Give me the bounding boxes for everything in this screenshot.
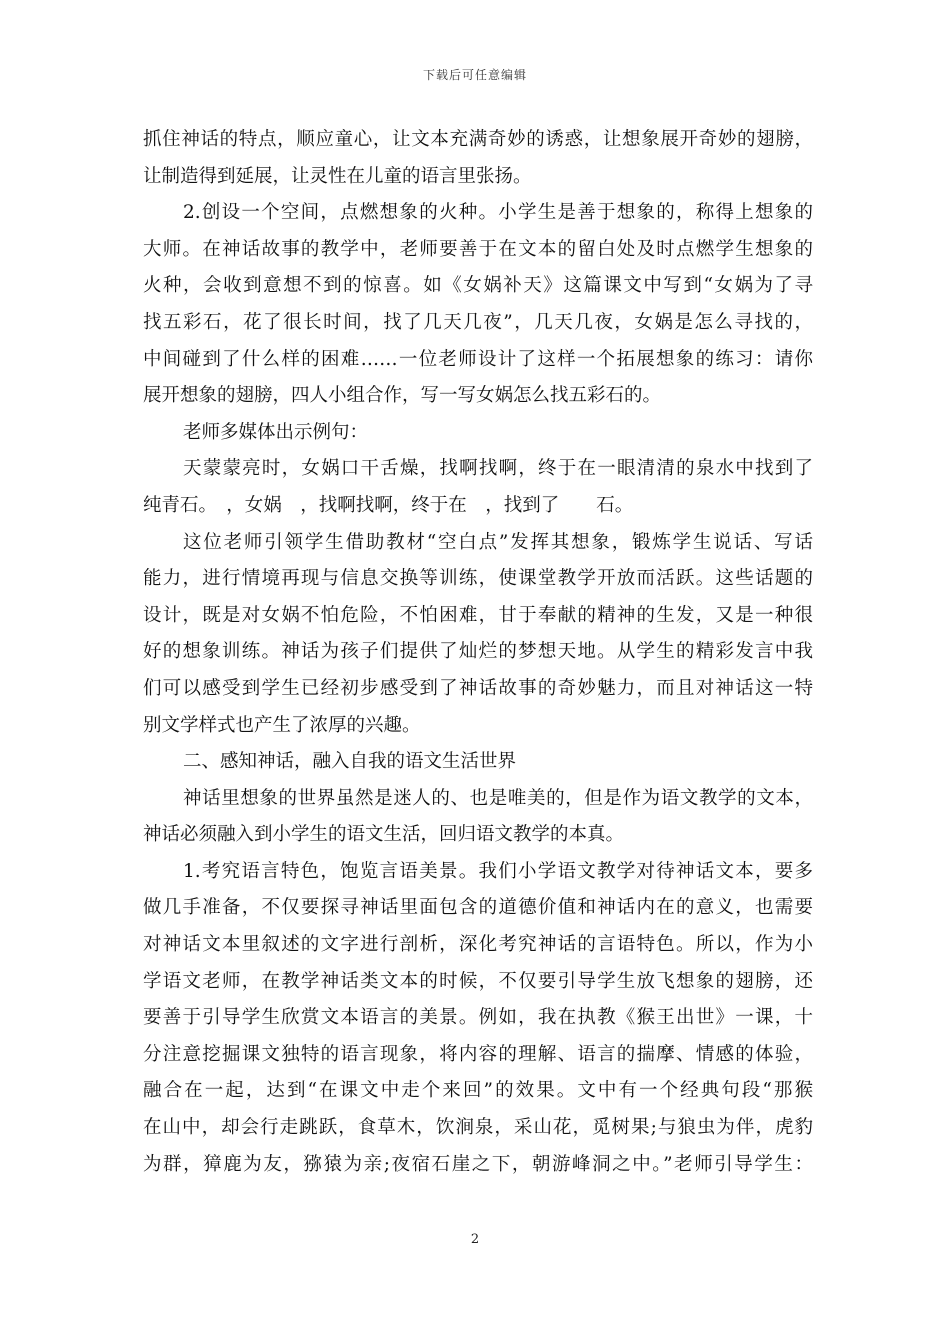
text-line: 找五彩石，花了很长时间，找了几天几夜”，几天几夜，女娲是怎么寻找的，: [143, 311, 813, 333]
text-line: 对神话文本里叙述的文字进行剖析，深化考究神话的言语特色。所以，作为小: [143, 934, 813, 956]
text-line: 神话必须融入到小学生的语文生活，回归语文教学的本真。: [143, 824, 625, 846]
page-header: 下载后可任意编辑: [422, 68, 527, 82]
text-line: 1.考究语言特色，饱览言语美景。我们小学语文教学对待神话文本，要多: [183, 860, 813, 882]
text-line: 为群，獐鹿为友，猕猿为亲;夜宿石崖之下，朝游峰洞之中。”老师引导学生：: [143, 1153, 813, 1175]
text-line: 们可以感受到学生已经初步感受到了神话故事的奇妙魅力，而且对神话这一特: [143, 677, 813, 699]
section-heading: 二、感知神话，融入自我的语文生活世界: [183, 751, 517, 773]
text-line: 让制造得到延展，让灵性在儿童的语言里张扬。: [143, 165, 532, 187]
text-line: 好的想象训练。神话为孩子们提供了灿烂的梦想天地。从学生的精彩发言中我: [143, 641, 813, 663]
text-line: 做几手准备，不仅要探寻神话里面包含的道德价值和神话内在的意义，也需要: [143, 897, 813, 919]
page-number: 2: [470, 1232, 480, 1247]
document-body: [143, 122, 813, 1183]
text-line: 2.创设一个空间，点燃想象的火种。小学生是善于想象的，称得上想象的: [183, 202, 813, 224]
text-line: 神话里想象的世界虽然是迷人的、也是唯美的，但是作为语文教学的文本，: [183, 787, 813, 809]
text-line: 分注意挖掘课文独特的语言现象，将内容的理解、语言的揣摩、情感的体验，: [143, 1043, 813, 1065]
text-line: 大师。在神话故事的教学中，老师要善于在文本的留白处及时点燃学生想象的: [143, 238, 813, 260]
text-line: 火种，会收到意想不到的惊喜。如《女娲补天》这篇课文中写到“女娲为了寻: [143, 275, 813, 297]
text-line: 天蒙蒙亮时，女娲口干舌燥，找啊找啊，终于在一眼清清的泉水中找到了: [183, 458, 813, 480]
text-line: 这位老师引领学生借助教材“空白点”发挥其想象，锻炼学生说话、写话: [183, 531, 813, 553]
text-line: 能力，进行情境再现与信息交换等训练，使课堂教学开放而活跃。这些话题的: [143, 568, 813, 590]
text-line: 中间碰到了什么样的困难……一位老师设计了这样一个拓展想象的练习：请你: [143, 348, 813, 370]
text-line: 抓住神话的特点，顺应童心，让文本充满奇妙的诱惑，让想象展开奇妙的翅膀，: [143, 129, 813, 150]
text-line: 设计，既是对女娲不怕危险，不怕困难，甘于奉献的精神的生发，又是一种很: [143, 604, 813, 626]
text-line: 在山中，却会行走跳跃，食草木，饮涧泉，采山花，觅树果;与狼虫为伴，虎豹: [143, 1117, 813, 1139]
text-line: 融合在一起，达到“在课文中走个来回”的效果。文中有一个经典句段“那猴: [143, 1080, 813, 1102]
text-line: 要善于引导学生欣赏文本语言的美景。例如，我在执教《猴王出世》一课，十: [143, 1007, 813, 1029]
text-line: 展开想象的翅膀，四人小组合作，写一写女娲怎么找五彩石的。: [143, 385, 662, 407]
text-line: 纯青石。 ，女娲 ，找啊找啊，终于在 ，找到了 石。: [143, 494, 634, 516]
text-line: 别文学样式也产生了浓厚的兴趣。: [143, 714, 421, 736]
text-line: 学语文老师，在教学神话类文本的时候，不仅要引导学生放飞想象的翅膀，还: [143, 970, 813, 992]
text-line: 老师多媒体出示例句：: [183, 421, 369, 443]
